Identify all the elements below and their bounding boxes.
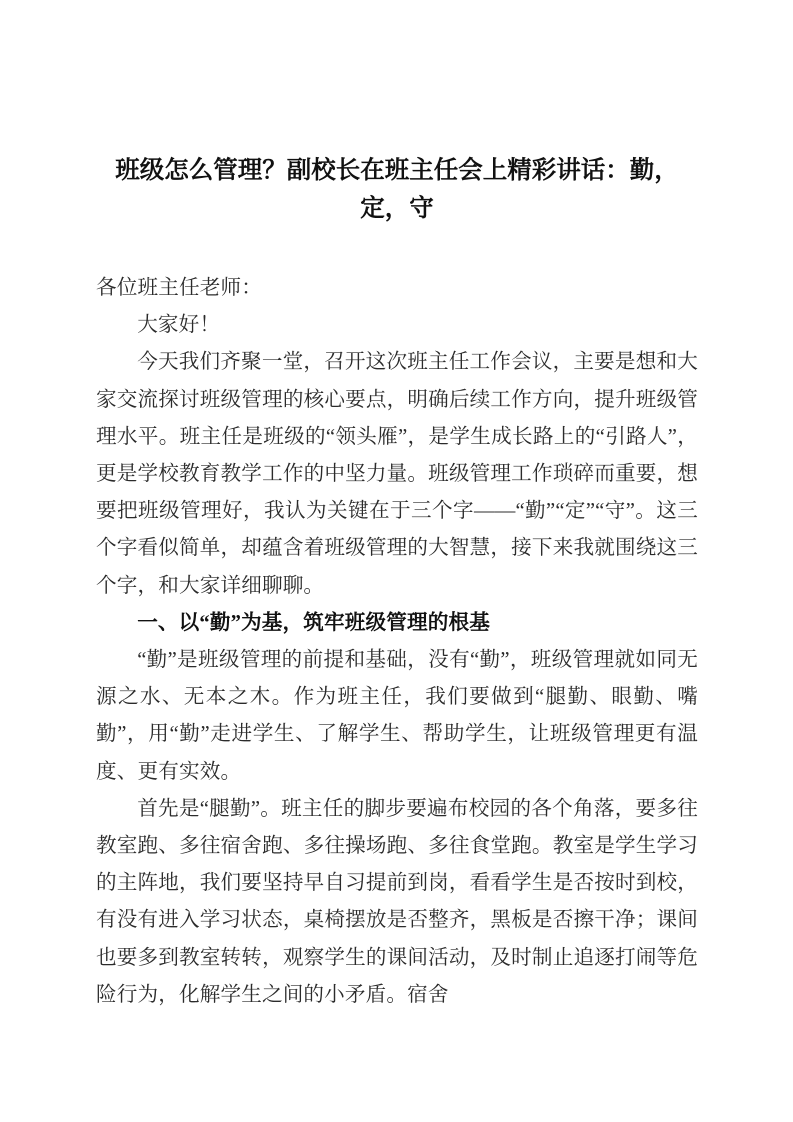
section-heading-one: 一、以“勤”为基，筑牢班级管理的根基 — [137, 611, 490, 634]
page-title-line-2: 定，守 — [360, 195, 434, 222]
paragraph-opening: 今天我们齐聚一堂，召开这次班主任工作会议，主要是想和大家交流探讨班级管理的核心要点，明确后续工作方向，提升班级管理水平。班主任是班级的“领头雁”，是学生成长路上的“引路人”，更是学校教育教学工作的中坚力量。班级管理工作琐碎而重要，想要把班级管理好，我认为关键在于三个字——“勤”“定”“守”。这三个字看似简单，却蕴含着班级管理的大智慧，接下来我就围绕这三个字，和大家详细聊聊。 — [96, 351, 698, 597]
paragraph-qin-overview: “勤”是班级管理的前提和基础，没有“勤”，班级管理就如同无源之水、无本之木。作为班主任，我们要做到“腿勤、眼勤、嘴勤”，用“勤”走进学生、了解学生、帮助学生，让班级管理更有温度、更有实效。 — [96, 649, 698, 783]
page-title — [96, 152, 698, 228]
page-title-line-1: 班级怎么管理？副校长在班主任会上精彩讲话：勤， — [115, 157, 679, 184]
page-content-area — [96, 152, 698, 1014]
document-body — [96, 270, 698, 1014]
paragraph-tuiqin: 首先是“腿勤”。班主任的脚步要遍布校园的各个角落，要多往教室跑、多往宿舍跑、多往操场跑、多往食堂跑。教室是学生学习的主阵地，我们要坚持早自习提前到岗，看看学生是否按时到校，有没有进入学习状态，桌椅摆放是否整齐，黑板是否擦干净；课间也要多到教室转转，观察学生的课间活动，及时制止追逐打闹等危险行为，化解学生之间的小矛盾。宿舍 — [96, 797, 698, 1006]
paragraph-greeting: 大家好！ — [137, 314, 221, 337]
salutation-line: 各位班主任老师： — [96, 277, 262, 299]
